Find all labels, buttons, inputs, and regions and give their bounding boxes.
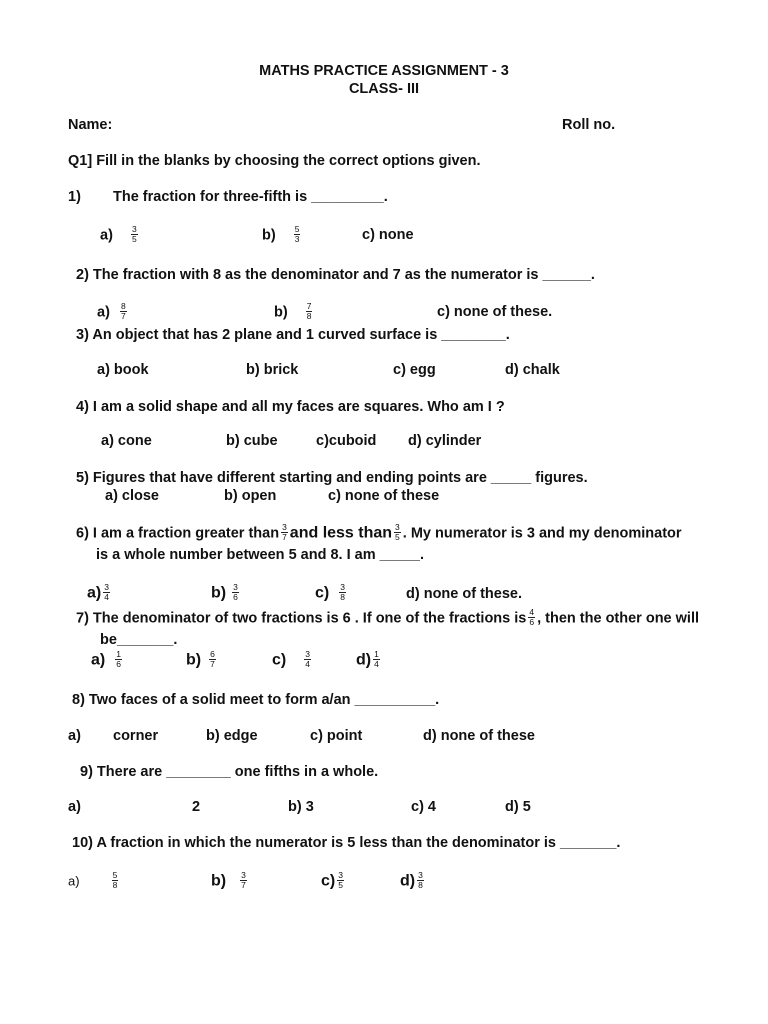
q4-option-c: c)cuboid <box>316 433 377 449</box>
q9-option-d: d) 5 <box>505 799 531 815</box>
class-label: CLASS- III <box>348 81 420 97</box>
q9-option-a-value: 2 <box>192 799 201 815</box>
fraction: $\frac{6}{7}$ <box>210 649 215 669</box>
question-8-text: 8) Two faces of a solid meet to form a/an __________. <box>72 692 440 708</box>
q8-option-d: d) none of these <box>423 728 535 744</box>
q8-option-a-value: corner <box>113 728 159 744</box>
fraction: $\frac{3}{8}$ <box>340 582 345 602</box>
question-2-text: 2) The fraction with 8 as the denominator and 7 as the numerator is ______. <box>76 267 595 283</box>
q10-option-a: a) $\frac{5}{8}$ <box>68 870 118 890</box>
q8-option-a-label: a) <box>68 728 81 744</box>
q1-option-c: c) none <box>362 227 414 243</box>
q7-option-b: b) $\frac{6}{7}$ <box>186 649 215 669</box>
q8-option-c: c) point <box>310 728 363 744</box>
q4-option-a: a) cone <box>101 433 152 449</box>
q1-instruction: Q1] Fill in the blanks by choosing the correct options given. <box>68 153 481 169</box>
fraction: $\frac{3}{5}$ <box>395 522 400 542</box>
q3-option-d: d) chalk <box>505 362 560 378</box>
fraction: $\frac{3}{7}$ <box>241 870 246 890</box>
q2-option-c: c) none of these. <box>437 304 553 320</box>
question-1-number: 1) <box>68 189 81 205</box>
fraction: $\frac{4}{6}$ <box>529 607 535 627</box>
q1-option-a: a) $\frac{3}{5}$ <box>100 224 137 244</box>
q9-option-c: c) 4 <box>411 799 436 815</box>
fraction: $\frac{5}{8}$ <box>112 870 118 890</box>
fraction: $\frac{3}{8}$ <box>418 870 423 890</box>
q6-option-d: d) none of these. <box>406 586 522 602</box>
q10-option-b: b) $\frac{3}{7}$ <box>211 870 246 890</box>
q3-option-b: b) brick <box>246 362 299 378</box>
name-label: Name: <box>68 117 113 133</box>
fraction: $\frac{1}{6}$ <box>116 649 121 669</box>
q2-option-b: b) $\frac{7}{8}$ <box>274 301 312 321</box>
fraction: $\frac{3}{4}$ <box>104 582 109 602</box>
question-6-line-1: 6) I am a fraction greater than $\frac{3}{7}$ and less than $\frac{3}{5}$ . My numerator is 3 and my denominator <box>76 522 682 542</box>
q10-option-d: d) $\frac{3}{8}$ <box>400 870 423 890</box>
roll-no-label: Roll no. <box>562 117 616 133</box>
question-9-text: 9) There are ________ one fifths in a whole. <box>80 764 379 780</box>
q3-option-a: a) book <box>97 362 149 378</box>
fraction: $\frac{1}{4}$ <box>374 649 379 669</box>
question-10-text: 10) A fraction in which the numerator is 5 less than the denominator is _______. <box>72 835 621 851</box>
fraction: $\frac{3}{7}$ <box>282 522 287 542</box>
q6-option-b: b) $\frac{3}{6}$ <box>211 582 238 602</box>
q5-option-a: a) close <box>105 488 159 504</box>
q6-option-a: a) $\frac{3}{4}$ <box>87 582 109 602</box>
question-4-text: 4) I am a solid shape and all my faces are squares. Who am I ? <box>76 399 505 415</box>
fraction: $\frac{3}{5}$ <box>338 870 343 890</box>
question-5-text: 5) Figures that have different starting and ending points are _____ figures. <box>76 470 588 486</box>
fraction: $\frac{3}{4}$ <box>305 649 310 669</box>
fraction: $\frac{3}{5}$ <box>131 224 137 244</box>
q9-option-a-label: a) <box>68 799 81 815</box>
q8-option-b: b) edge <box>206 728 258 744</box>
fraction: $\frac{7}{8}$ <box>306 301 312 321</box>
assignment-title: MATHS PRACTICE ASSIGNMENT - 3 <box>259 63 509 79</box>
q7-option-d: d) $\frac{1}{4}$ <box>356 649 379 669</box>
q2-option-a: a) $\frac{8}{7}$ <box>97 301 126 321</box>
question-1-text: The fraction for three-fifth is _________. <box>113 189 388 205</box>
fraction: $\frac{5}{3}$ <box>294 224 300 244</box>
q4-option-d: d) cylinder <box>408 433 482 449</box>
q7-option-a: a) $\frac{1}{6}$ <box>91 649 121 669</box>
q5-option-c: c) none of these <box>328 488 440 504</box>
q4-option-b: b) cube <box>226 433 278 449</box>
question-3-text: 3) An object that has 2 plane and 1 curved surface is ________. <box>76 327 510 343</box>
q3-option-c: c) egg <box>393 362 436 378</box>
question-6-line-2: is a whole number between 5 and 8. I am _____. <box>96 547 424 563</box>
question-7-line-1: 7) The denominator of two fractions is 6 . If one of the fractions is $\frac{4}{6}$ , then the other one will <box>76 607 700 627</box>
q7-option-c: c) $\frac{3}{4}$ <box>272 649 310 669</box>
fraction: $\frac{3}{6}$ <box>233 582 238 602</box>
question-7-line-2: be_______. <box>100 632 178 648</box>
q1-option-b: b) $\frac{5}{3}$ <box>262 224 300 244</box>
q6-option-c: c) $\frac{3}{8}$ <box>315 582 345 602</box>
fraction: $\frac{8}{7}$ <box>120 301 126 321</box>
q5-option-b: b) open <box>224 488 277 504</box>
q10-option-c: c) $\frac{3}{5}$ <box>321 870 343 890</box>
q9-option-b: b) 3 <box>288 799 314 815</box>
